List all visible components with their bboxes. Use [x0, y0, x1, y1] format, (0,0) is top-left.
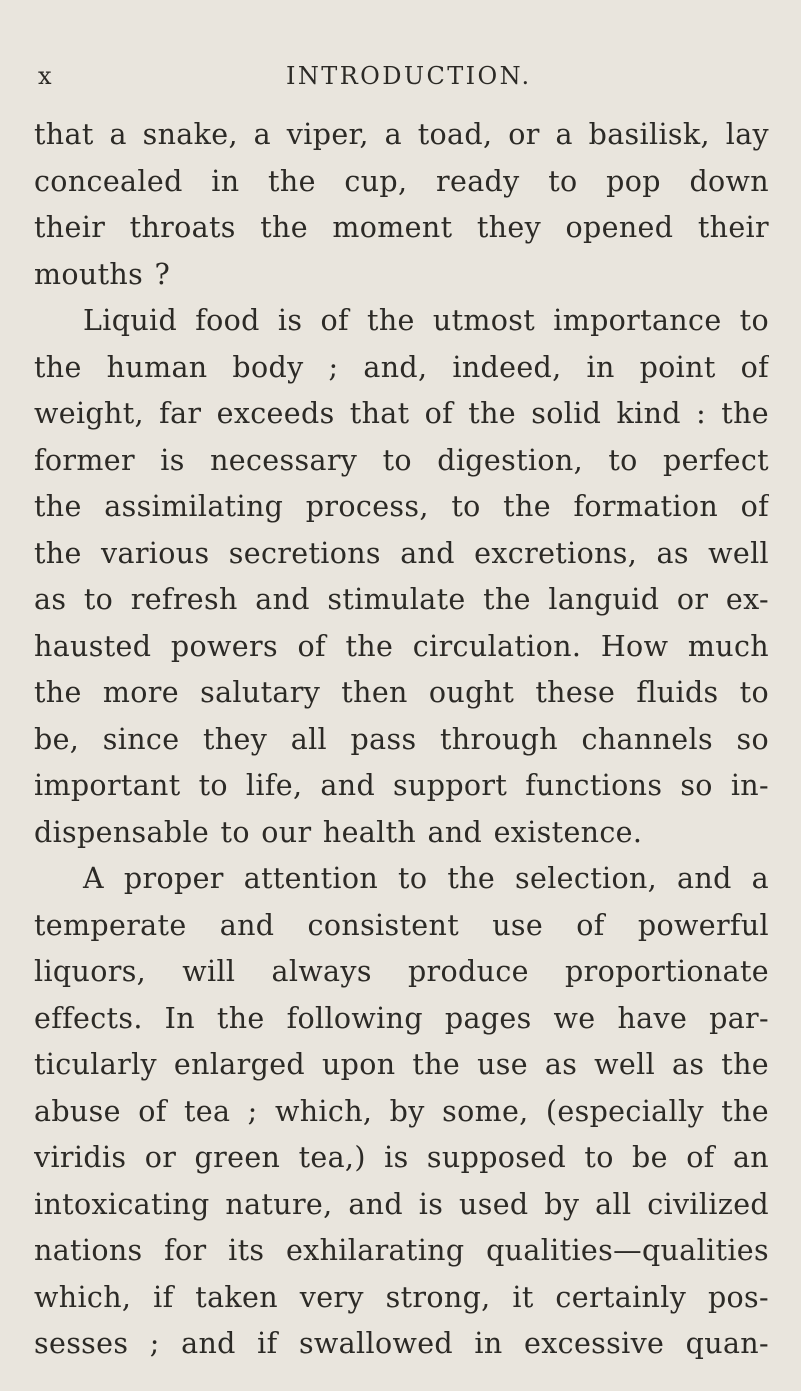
text-line: intoxicating nature, and is used by all civilized [34, 1187, 769, 1221]
body-text [34, 112, 769, 1368]
text-line: important to life, and support functions so in- [34, 769, 769, 802]
text-line: concealed in the cup, ready to pop down [34, 164, 769, 198]
text-line: abuse of tea ; which, by some, (especially the [34, 1094, 769, 1128]
text-line: the human body ; and, indeed, in point of [34, 350, 769, 384]
text-line: as to refresh and stimulate the languid or ex- [34, 583, 769, 616]
text-line: the various secretions and excretions, as well [34, 536, 769, 570]
text-line: viridis or green tea,) is supposed to be of an [34, 1141, 769, 1174]
text-line: former is necessary to digestion, to perfect [34, 443, 769, 477]
text-line: sesses ; and if swallowed in excessive quan- [34, 1327, 769, 1360]
text-line: nations for its exhilarating qualities—qualities [34, 1234, 769, 1267]
running-head: INTRODUCTION. [286, 62, 532, 90]
paragraph-start-line: A proper attention to the selection, and a [83, 862, 769, 895]
paragraph-start-line: Liquid food is of the utmost importance to [83, 304, 769, 337]
text-line: be, since they all pass through channels so [34, 722, 769, 756]
text-line: temperate and consistent use of powerful [34, 908, 769, 942]
page-number: x [38, 62, 53, 90]
book-page [0, 62, 801, 1391]
text-line: hausted powers of the circulation. How much [34, 629, 769, 663]
page-header [34, 62, 769, 112]
text-line: ticularly enlarged upon the use as well as the [34, 1048, 769, 1081]
text-line: which, if taken very strong, it certainly pos- [34, 1280, 769, 1314]
text-line: the assimilating process, to the formation of [34, 490, 769, 523]
text-line: liquors, will always produce proportionate [34, 955, 769, 988]
text-line: effects. In the following pages we have par- [34, 1001, 769, 1035]
text-line: that a snake, a viper, a toad, or a basilisk, lay [34, 118, 769, 151]
text-line: their throats the moment they opened their [34, 211, 769, 244]
text-line: the more salutary then ought these fluids to [34, 676, 769, 709]
text-line: dispensable to our health and existence. [34, 815, 643, 849]
text-line: weight, far exceeds that of the solid kind : the [34, 397, 769, 430]
text-line: mouths ? [34, 257, 171, 291]
